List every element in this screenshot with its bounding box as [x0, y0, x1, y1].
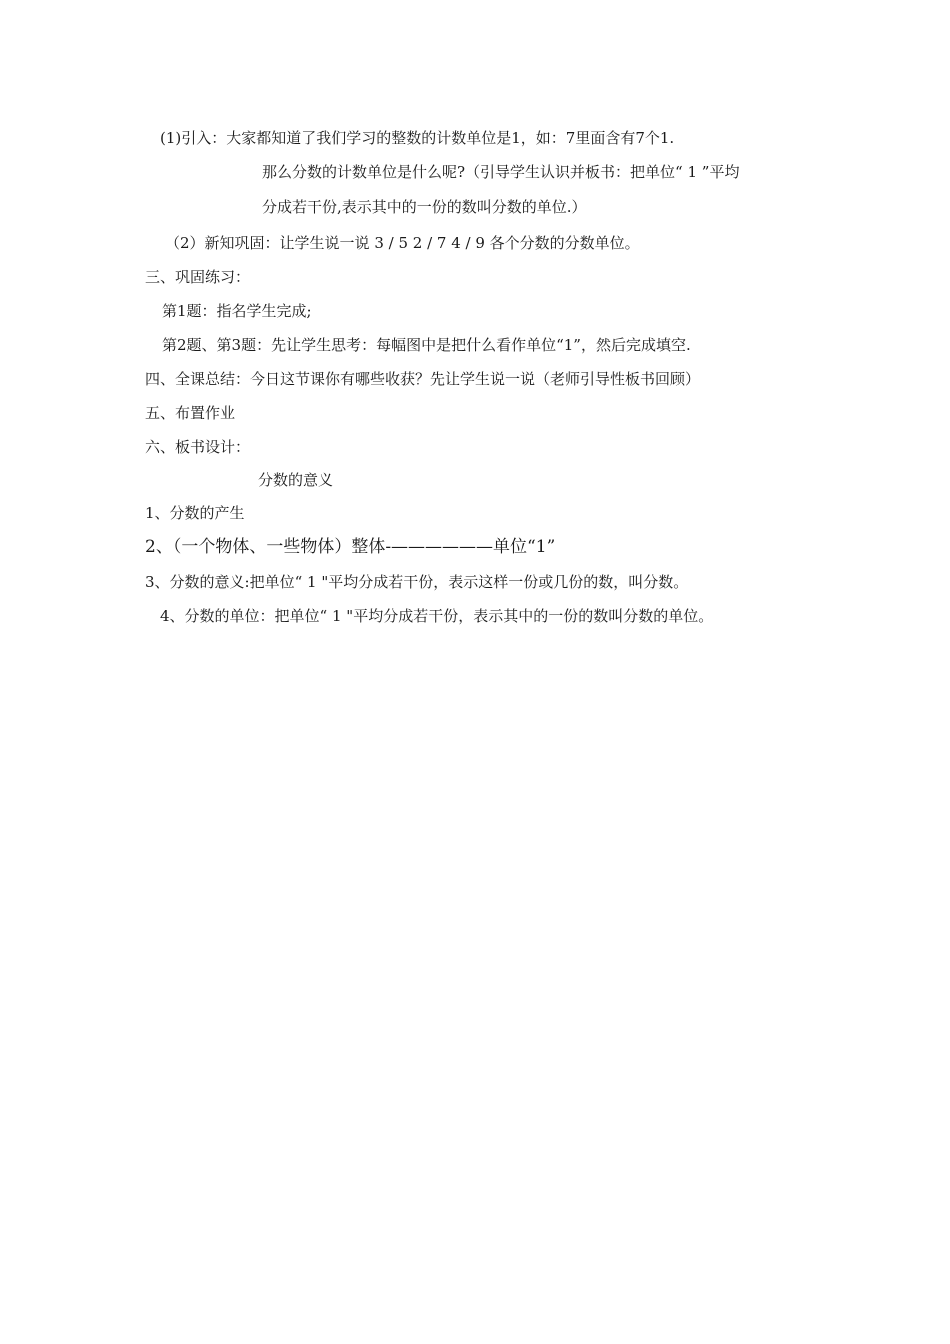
section-board-design-heading: 六、板书设计：	[145, 438, 251, 456]
consolidation-line: （2）新知巩固：让学生说一说 3 / 5 2 / 7 4 / 9 各个分数的分数单位。	[165, 234, 640, 252]
intro-line-3: 分成若干份,表示其中的一份的数叫分数的单位.）	[262, 198, 587, 216]
intro-line-2: 那么分数的计数单位是什么呢?（引导学生认识并板书：把单位“ 1 ”平均	[262, 163, 740, 181]
section-practice-heading: 三、巩固练习：	[145, 268, 251, 286]
board-item-2: 2、（一个物体、一些物体）整体-——————单位“1”	[145, 537, 556, 557]
exercise-1: 第1题：指名学生完成;	[162, 302, 312, 320]
section-homework-heading: 五、布置作业	[145, 404, 236, 422]
section-summary-heading: 四、全课总结：今日这节课你有哪些收获？先让学生说一说（老师引导性板书回顾）	[145, 370, 701, 388]
board-title: 分数的意义	[258, 471, 334, 489]
exercise-2-3: 第2题、第3题：先让学生思考：每幅图中是把什么看作单位“1”，然后完成填空.	[162, 336, 691, 354]
intro-line-1: (1)引入：大家都知道了我们学习的整数的计数单位是1，如：7里面含有7个1.	[160, 129, 675, 147]
board-item-3: 3、分数的意义:把单位“ 1 "平均分成若干份，表示这样一份或几份的数，叫分数。	[145, 573, 689, 591]
board-item-1: 1、分数的产生	[145, 504, 245, 522]
board-item-4: 4、分数的单位：把单位“ 1 "平均分成若干份，表示其中的一份的数叫分数的单位。	[160, 607, 714, 625]
